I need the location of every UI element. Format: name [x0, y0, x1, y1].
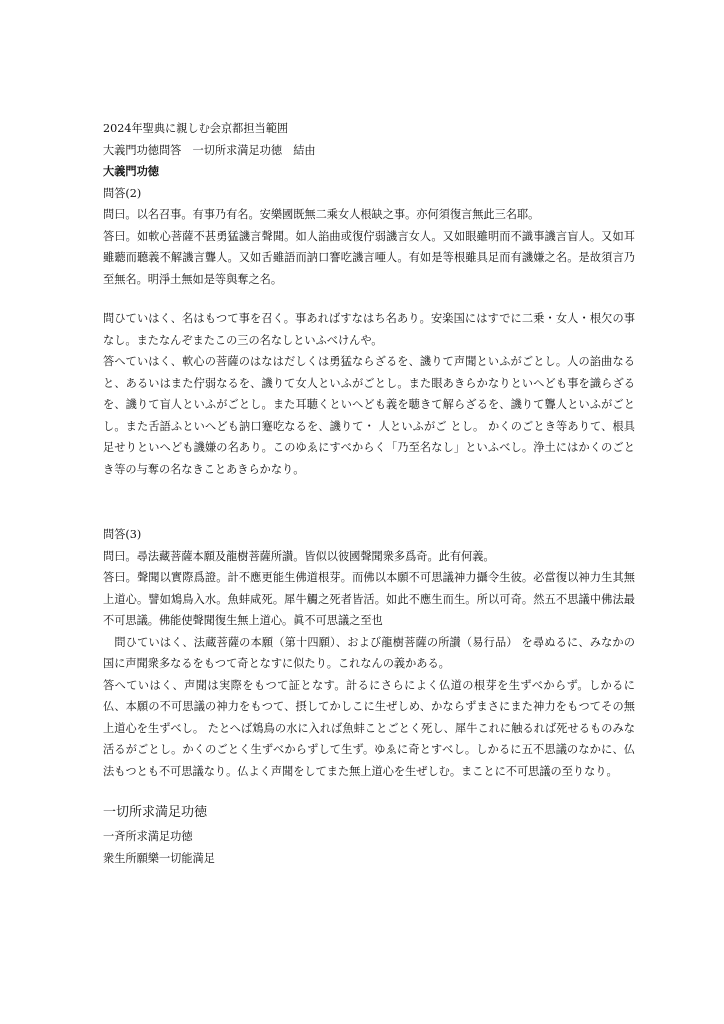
qa2-kundoku-question: 問ひていはく、名はもつて事を召く。事あればすなはち名あり。安楽国にはすでに二乗・女人・根欠の事なし。またなんぞまたこの三の名なしといふべけんや。 [103, 312, 635, 347]
document-page [103, 118, 635, 869]
spacer [103, 480, 635, 524]
section-title: 大義門功徳 [103, 164, 159, 178]
footer-title: 一切所求満足功徳 [103, 805, 208, 820]
qa3-question: 問曰。尋法藏菩薩本願及龍樹菩薩所讃。皆似以彼國聲聞衆多爲奇。此有何義。 [103, 549, 495, 563]
qa3-label: 問答(3) [103, 528, 142, 541]
footer-line-2: 衆生所願樂一切能満足 [103, 851, 215, 865]
qa3-kundoku-answer: 答へていはく、声聞は実際をもつて証となす。計るにさらによく仏道の根芽を生ずべからず。しかるに仏、本願の不可思議の神力をもつて、摂してかしこに生ぜしめ、かならずまさにまた神力をもつてその無上道心を生ずべし。 たとへば鴆鳥の水に入れば魚蚌ことごとく死し、犀牛これに触るれば死せるものみな活るがごとし。かくのごとく生ずべからずして生ず。ゆゑに奇とすべし。しかるに五不思議のなかに、仏法もつとも不可思議なり。仏よく声聞をしてまた無上道心を生ぜしむ。まことに不可思議の至りなり。 [103, 678, 635, 778]
qa2-kundoku-answer: 答へていはく、軟心の菩薩のはなはだしくは勇猛ならざるを、譏りて声聞といふがごとし。人の諂曲なると、あるいはまた佇弱なるを、譏りて女人といふがごとし。また眼あきらかなりといへども事を識らざるを、譏りて盲人といふがごとし。また耳聴くといへども義を聴きて解らざるを、譏りて聾人といふがごとし。また舌語ふといへども訥口蹇吃なるを、譏りて・ 人といふがご とし。 かくのごとき等ありて、根具足せりといへども譏嫌の名あり。このゆゑにすべからく「乃至名なし」といふべし。浄土にはかくのごとき等の与奪の名なきことあきらかなり。 [103, 355, 635, 476]
spacer [103, 290, 635, 308]
spacer [103, 782, 635, 800]
qa2-answer: 答曰。如軟心菩薩不甚勇猛譏言聲聞。如人諂曲或復佇弱譏言女人。又如眼雖明而不識事譏言盲人。又如耳雖聽而聽義不解譏言聾人。又如舌雖語而訥口謇吃譏言唖人。有如是等根雖具足而有譏嫌之名。是故須言乃至無名。明淨土無如是等與奪之名。 [103, 229, 635, 286]
qa2-label: 問答(2) [103, 186, 142, 200]
footer-line-1: 一斉所求満足功徳 [103, 830, 193, 843]
qa2-question: 問曰。以名召事。有事乃有名。安樂國既無二乘女人根缺之事。亦何須復言無此三名耶。 [103, 208, 540, 221]
qa3-kundoku-question: 問ひていはく、法蔵菩薩の本願（第十四願）、および龍樹菩薩の所讃（易行品） を尋ぬるに、みなかの国に声聞衆多なるをもつて奇となすに似たり。これなんの義かある。 [103, 635, 635, 670]
header-line-1: 2024年聖典に親しむ会京都担当範囲 [103, 122, 289, 135]
qa3-answer: 答曰。聲聞以實際爲證。計不應更能生佛道根芽。而佛以本願不可思議神力攝令生彼。必當復以神力生其無上道心。譬如鴆鳥入水。魚蚌咸死。犀牛觸之死者皆活。如此不應生而生。所以可奇。然五不思議中佛法最不可思議。佛能使聲聞復生無上道心。眞不可思議之至也 [103, 571, 635, 627]
header-line-2: 大義門功徳問答 一切所求満足功徳 結由 [103, 143, 316, 157]
